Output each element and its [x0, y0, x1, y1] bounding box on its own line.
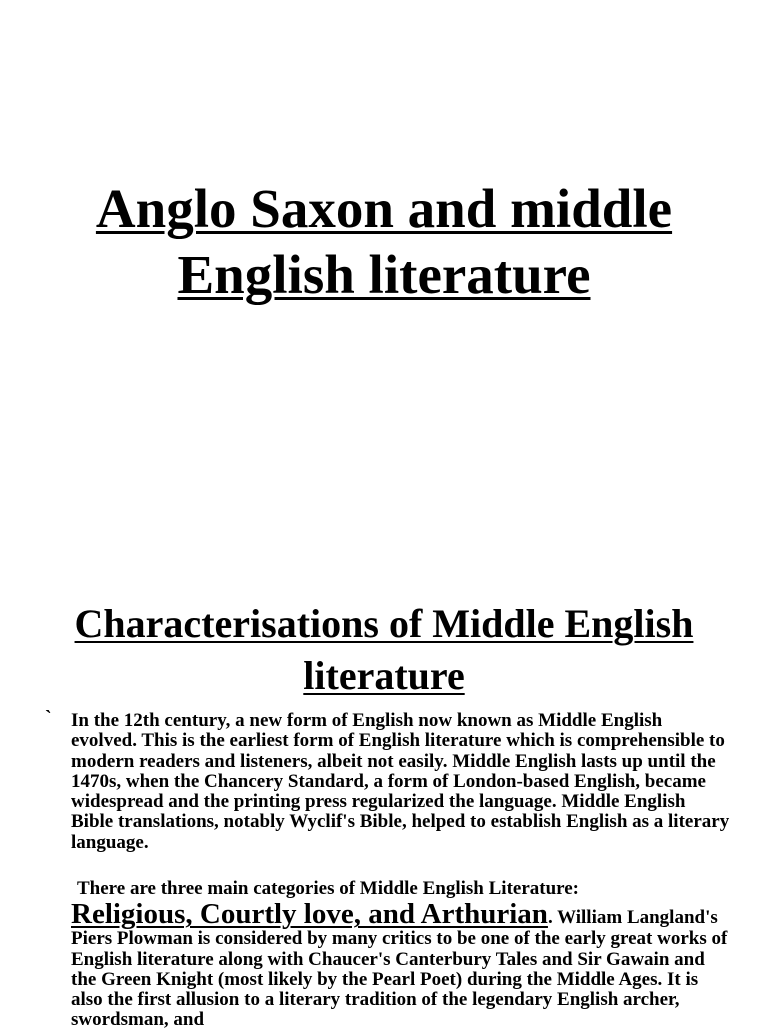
document-title: [0, 176, 768, 308]
section-heading-line-2: literature: [303, 653, 465, 698]
document-title-line-1: Anglo Saxon and middle: [95, 178, 673, 239]
document-title-line-2: English literature: [177, 244, 591, 305]
title-slide: [0, 176, 768, 308]
paragraph-categories: [71, 879, 731, 1031]
categories-continuation: . William Langland's Piers Plowman is considered by many critics to be one of the early great works of English literature along with Chaucer's Canterbury Tales and Sir Gawain and the Green Knight (most likely by the Pearl Poet) during the Middle Ages. It is also the first allusion to a literary tradition of the legendary English archer, swordsman, and: [71, 907, 728, 1031]
section-heading-line-1: Characterisations of Middle English: [74, 601, 694, 646]
categories-list: Religious, Courtly love, and Arthurian: [71, 898, 548, 931]
section-heading: [30, 598, 738, 702]
categories-intro: There are three main categories of Middle English Literature:: [77, 878, 580, 899]
paragraph-middle-english: In the 12th century, a new form of English now known as Middle English evolved. This is the earliest form of English literature which is comprehensible to modern readers and listeners, albeit not easily. Middle English lasts up until the 1470s, when the Chancery Standard, a form of London-based English, became widespread and the printing press regularized the language. Middle English Bible translations, notably Wyclif's Bible, helped to establish English as a literary language.: [71, 710, 730, 853]
bullet-marker: `: [45, 707, 52, 729]
